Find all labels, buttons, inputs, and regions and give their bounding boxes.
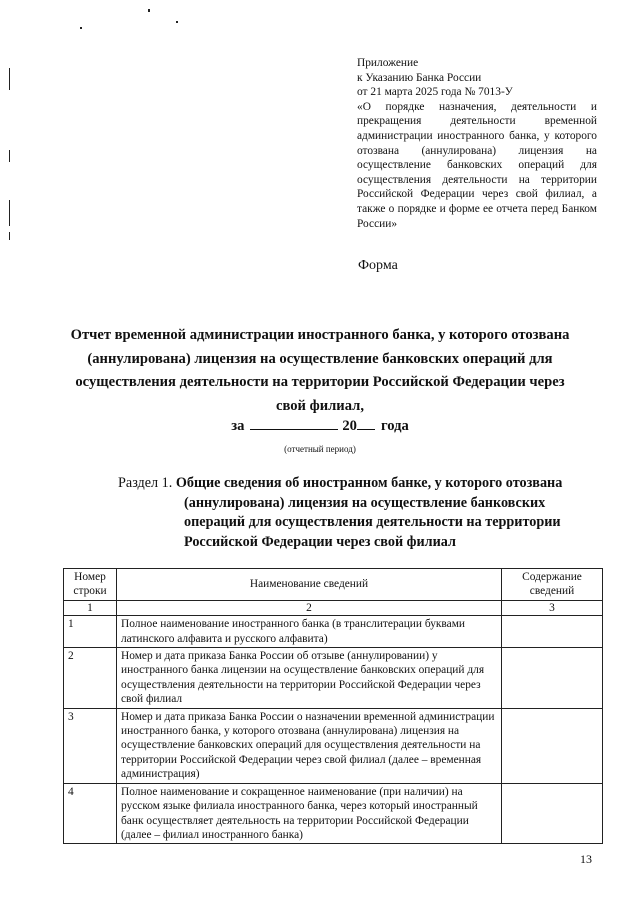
appendix-quote: «О порядке назначения, деятельности и прекращения деятельности временной администрации иностранного банка, у которого отозвана (аннулирована) лицензия на осуществление банковских операций для осуществления деятельности на территории Российской Федерации через свой филиал, а также о порядке и форме ее отчета перед Банком России» — [357, 100, 597, 230]
row-name: Номер и дата приказа Банка России о назначении временной администрации иностранного банка, у которого отозвана (аннулирована) лицензия на осуществление банковских операций для осуществления деятельности на территории Российской Федерации через свой филиал (далее – временная администрация) — [117, 708, 502, 783]
row-number: 4 — [64, 783, 117, 844]
scan-mark — [9, 232, 10, 240]
table-header-row — [64, 569, 603, 601]
row-name: Номер и дата приказа Банка России об отзыве (аннулировании) у иностранного банка лицензии на осуществление банковских операций для осуществления деятельности на территории Российской Федерации через свой филиал — [117, 648, 502, 709]
page-number: 13 — [580, 852, 592, 866]
row-name: Полное наименование и сокращенное наименование (при наличии) на русском языке филиала иностранного банка, через который иностранный банк осуществляет деятельность на территории Российской Федерации (далее – филиал иностранного банка) — [117, 783, 502, 844]
row-value — [502, 783, 603, 844]
column-index: 1 — [64, 600, 117, 615]
header-row-number: Номер строки — [64, 569, 117, 601]
row-value — [502, 616, 603, 648]
table-row — [64, 708, 603, 783]
period-prefix: за — [231, 418, 245, 434]
scan-mark — [9, 150, 10, 162]
period-line — [70, 415, 570, 435]
section-label: Раздел 1. — [118, 475, 173, 491]
column-index: 3 — [502, 600, 603, 615]
period-suffix: года — [380, 418, 409, 434]
form-label: Форма — [358, 258, 398, 273]
period-caption: (отчетный период) — [284, 444, 356, 454]
appendix-line: Приложение — [357, 57, 419, 69]
section-heading — [118, 474, 598, 552]
scan-mark — [9, 68, 10, 90]
row-number: 1 — [64, 616, 117, 648]
section-title-first: Общие сведения об иностранном банке, у которого отозвана — [175, 475, 563, 491]
row-number: 3 — [64, 708, 117, 783]
column-index: 2 — [117, 600, 502, 615]
scan-dot — [176, 21, 178, 23]
scan-dot — [148, 9, 150, 12]
appendix-block — [357, 56, 597, 231]
info-table — [63, 568, 603, 844]
header-name: Наименование сведений — [117, 569, 502, 601]
year-blank — [357, 415, 375, 430]
appendix-line: от 21 марта 2025 года № 7013-У — [357, 86, 513, 99]
column-index-row — [64, 600, 603, 615]
period-blank — [250, 415, 338, 430]
row-value — [502, 708, 603, 783]
scan-dot — [80, 27, 82, 29]
row-number: 2 — [64, 648, 117, 709]
table-row — [64, 648, 603, 709]
header-content: Содержание сведений — [502, 569, 603, 601]
row-name: Полное наименование иностранного банка (в транслитерации буквами латинского алфавита и русского алфавита) — [117, 616, 502, 648]
row-value — [502, 648, 603, 709]
period-year-prefix: 20 — [342, 418, 357, 434]
section-title-rest: (аннулирована) лицензия на осуществление банковских операций для осуществления деятельности на территории Российской Федерации через свой филиал — [184, 494, 561, 550]
appendix-line: к Указанию Банка России — [357, 71, 482, 84]
table-row — [64, 616, 603, 648]
report-title: Отчет временной администрации иностранного банка, у которого отозвана (аннулирована) лицензия на осуществление банковских операций для осуществления деятельности на территории Российской Федерации через свой филиал, — [70, 327, 570, 414]
table-row — [64, 783, 603, 844]
scan-mark — [9, 200, 10, 226]
